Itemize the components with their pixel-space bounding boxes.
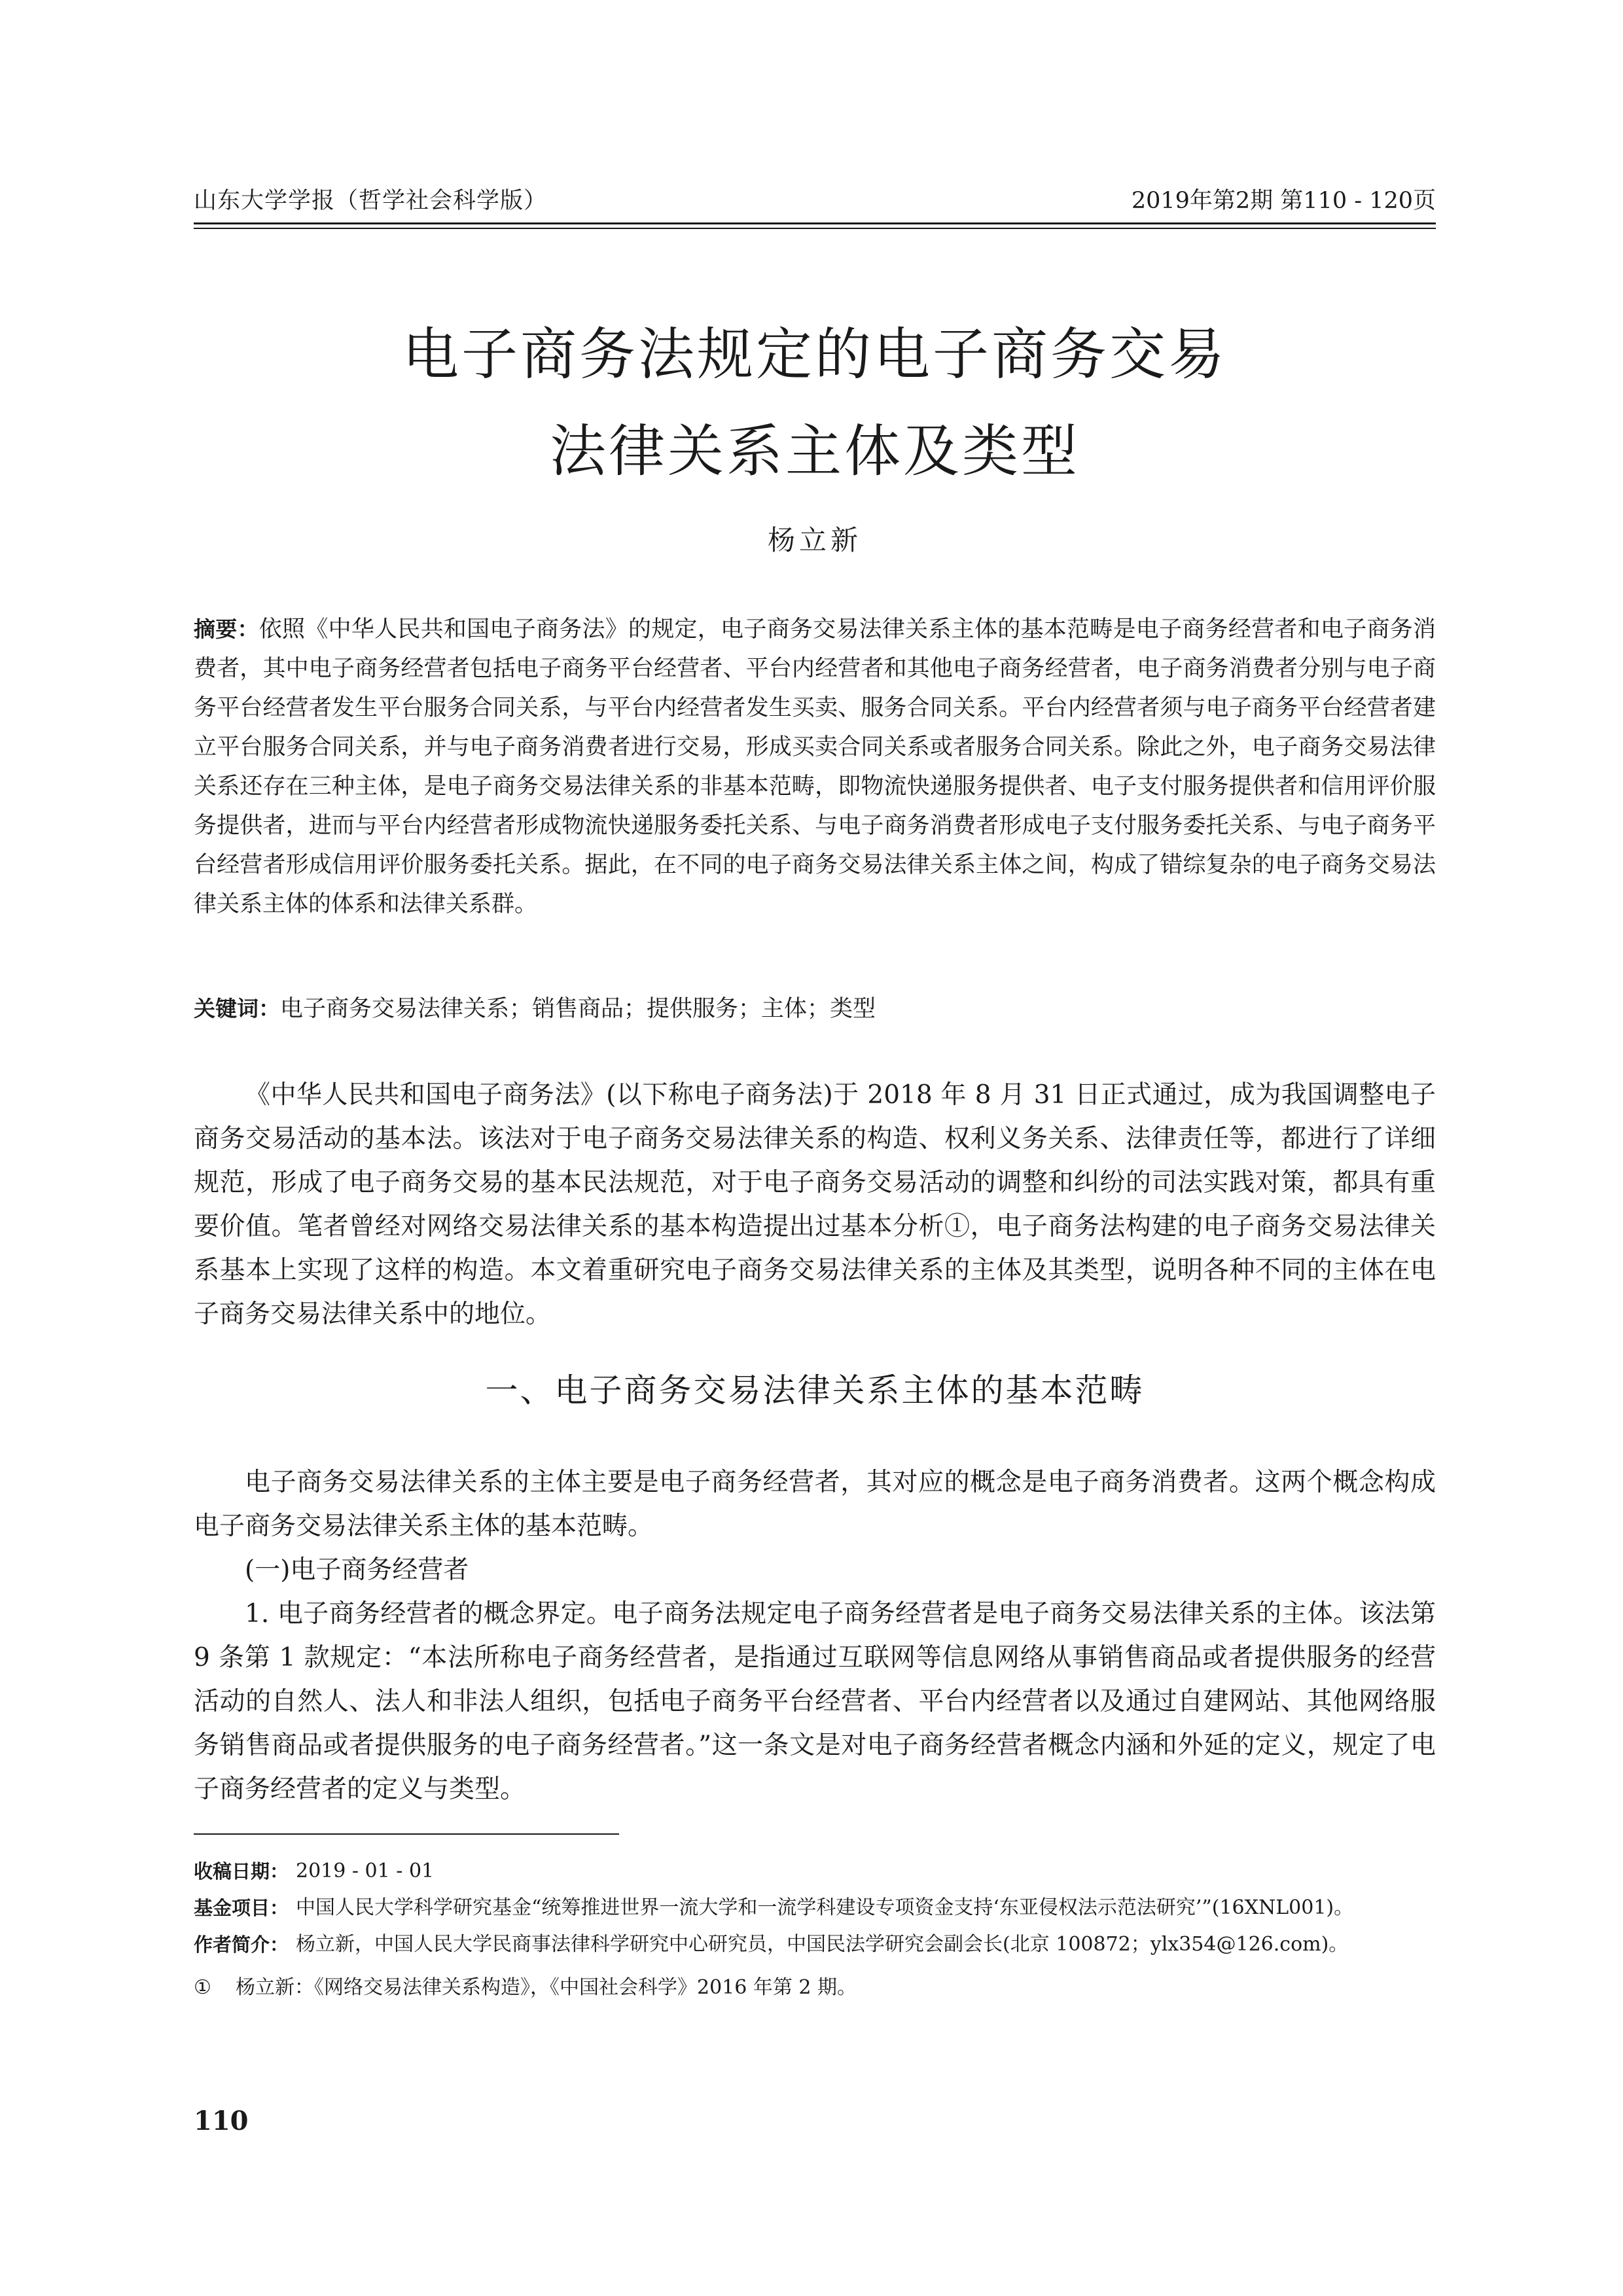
article-title xyxy=(194,306,1436,500)
received-date-row xyxy=(194,1856,1436,1887)
author-name: 杨立新 xyxy=(767,524,862,556)
keywords-text: 电子商务交易法律关系；销售商品；提供服务；主体；类型 xyxy=(280,996,876,1022)
page-number: 110 xyxy=(194,2106,249,2136)
abstract-text: 依照《中华人民共和国电子商务法》的规定，电子商务交易法律关系主体的基本范畴是电子商务经营者和电子商务消费者，其中电子商务经营者包括电子商务平台经营者、平台内经营者和其他电子商务经营者，电子商务消费者分别与电子商务平台经营者发生平台服务合同关系，与平台内经营者发生买卖、服务合同关系。平台内经营者须与电子商务平台经营者建立平台服务合同关系，并与电子商务消费者进行交易，形成买卖合同关系或者服务合同关系。除此之外，电子商务交易法律关系还存在三种主体，是电子商务交易法律关系的非基本范畴，即物流快递服务提供者、电子支付服务提供者和信用评价服务提供者，进而与平台内经营者形成物流快递服务委托关系、与电子商务消费者形成电子支付服务委托关系、与电子商务平台经营者形成信用评价服务委托关系。据此，在不同的电子商务交易法律关系主体之间，构成了错综复杂的电子商务交易法律关系主体的体系和法律关系群。 xyxy=(194,616,1436,917)
bio-text: 杨立新，中国人民大学民商事法律科学研究中心研究员，中国民法学研究会副会长(北京 100872；ylx354@126.com)。 xyxy=(296,1933,1349,1956)
received-label: 收稿日期： xyxy=(194,1860,289,1882)
abstract-label: 摘要： xyxy=(194,616,259,642)
title-line-1: 电子商务法规定的电子商务交易 xyxy=(402,322,1227,387)
section-body xyxy=(194,1460,1436,1811)
footnote-mark: ① xyxy=(194,1976,211,1999)
footnote-rule xyxy=(194,1833,619,1835)
bio-label: 作者简介： xyxy=(194,1934,289,1956)
fund-row xyxy=(194,1892,1436,1924)
fund-text: 中国人民大学科学研究基金“统筹推进世界一流大学和一流学科建设专项资金支持‘东亚侵权法示范法研究’”(16XNL001)。 xyxy=(296,1896,1354,1919)
journal-name: 山东大学学报（哲学社会科学版） xyxy=(194,188,548,214)
received-date: 2019 - 01 - 01 xyxy=(296,1860,435,1882)
keywords-label: 关键词： xyxy=(194,996,280,1021)
keywords xyxy=(194,989,1436,1029)
fund-label: 基金项目： xyxy=(194,1897,289,1919)
running-header xyxy=(194,185,1436,217)
bio-row xyxy=(194,1929,1436,1960)
footnote-1 xyxy=(194,1972,1436,2004)
abstract xyxy=(194,610,1436,924)
section-paragraph-1: 电子商务交易法律关系的主体主要是电子商务经营者，其对应的概念是电子商务消费者。这两个概念构成电子商务交易法律关系主体的基本范畴。 xyxy=(194,1468,1436,1541)
notes-area xyxy=(194,1856,1436,2004)
section-paragraph-2: 1. 电子商务经营者的概念界定。电子商务法规定电子商务经营者是电子商务交易法律关系的主体。该法第 9 条第 1 款规定：“本法所称电子商务经营者，是指通过互联网等信息网络从事销售商品或者提供服务的经营活动的自然人、法人和非法人组织，包括电子商务平台经营者、平台内经营者以及通过自建网站、其他网络服务销售商品或者提供服务的电子商务经营者。”这一条文是对电子商务经营者概念内涵和外延的定义，规定了电子商务经营者的定义与类型。 xyxy=(194,1599,1436,1804)
intro-section xyxy=(194,1073,1436,1336)
section-heading: 一、电子商务交易法律关系主体的基本范畴 xyxy=(485,1371,1145,1409)
subheading: (一)电子商务经营者 xyxy=(245,1555,469,1585)
title-line-2: 法律关系主体及类型 xyxy=(550,419,1080,484)
header-rule-thick xyxy=(194,222,1436,224)
issue-info: 2019年第2期 第110 - 120页 xyxy=(1131,188,1436,214)
intro-paragraph: 《中华人民共和国电子商务法》(以下称电子商务法)于 2018 年 8 月 31 日正式通过，成为我国调整电子商务交易活动的基本法。该法对于电子商务交易法律关系的构造、权利义务关系、法律责任等，都进行了详细规范，形成了电子商务交易的基本民法规范，对于电子商务交易活动的调整和纠纷的司法实践对策，都具有重要价值。笔者曾经对网络交易法律关系的基本构造提出过基本分析①，电子商务法构建的电子商务交易法律关系基本上实现了这样的构造。本文着重研究电子商务交易法律关系的主体及其类型，说明各种不同的主体在电子商务交易法律关系中的地位。 xyxy=(194,1080,1436,1329)
footnote-text: 杨立新：《网络交易法律关系构造》，《中国社会科学》2016 年第 2 期。 xyxy=(236,1976,857,1999)
header-rule-thin xyxy=(194,228,1436,229)
